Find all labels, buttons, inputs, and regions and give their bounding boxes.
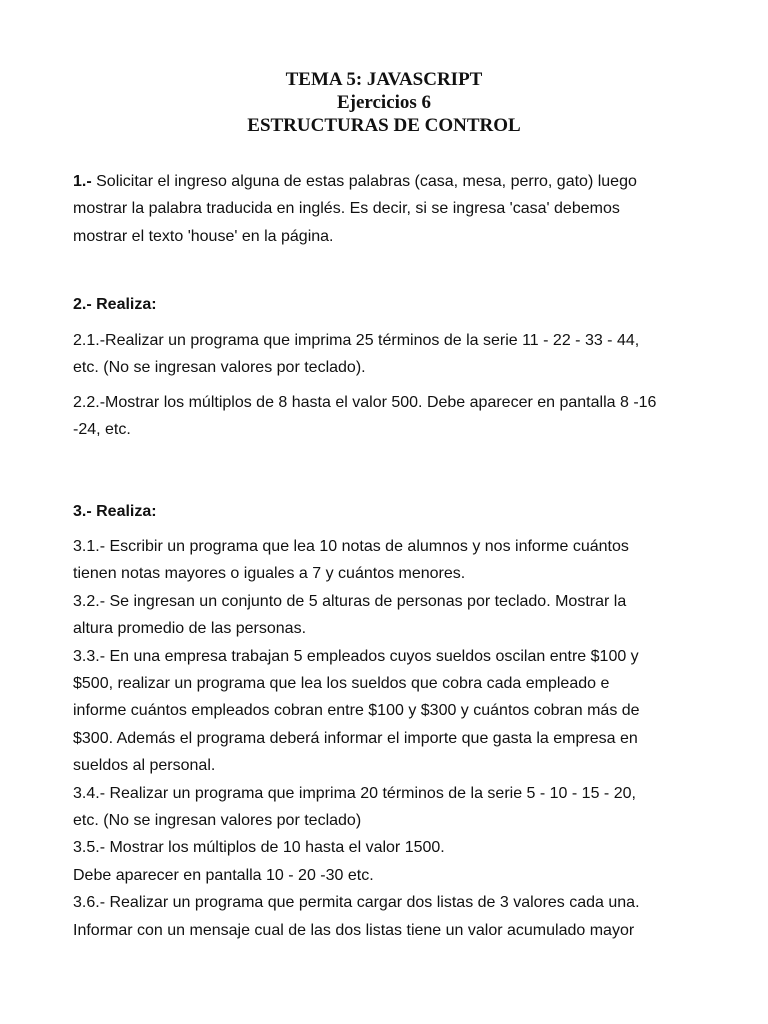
title-exercises: Ejercicios 6 — [336, 92, 432, 113]
exercise-3-line: 3.1.- Escribir un programa que lea 10 notas de alumnos y nos informe cuántos — [73, 538, 629, 555]
exercise-3-line: Informar con un mensaje cual de las dos listas tiene un valor acumulado mayor — [73, 921, 635, 939]
exercise-1 — [73, 168, 703, 250]
exercise-3-line: sueldos al personal. — [73, 757, 216, 775]
exercise-3-line: 3.2.- Se ingresan un conjunto de 5 alturas de personas por teclado. Mostrar la — [73, 592, 627, 610]
title-subject: ESTRUCTURAS DE CONTROL — [247, 115, 521, 136]
exercise-1-text: Solicitar el ingreso alguna de estas palabras (casa, mesa, perro, gato) luego — [91, 173, 637, 190]
exercise-1-number: 1.- — [73, 173, 92, 190]
exercise-2-1-line: etc. (No se ingresan valores por teclado). — [73, 359, 366, 377]
exercise-3-line: $500, realizar un programa que lea los sueldos que cobra cada empleado e — [73, 675, 610, 693]
exercise-2-heading: 2.- Realiza: — [73, 296, 157, 313]
exercise-1-line — [73, 168, 703, 195]
exercise-3-items — [73, 533, 703, 944]
exercise-3-heading: 3.- Realiza: — [73, 503, 157, 520]
exercise-2-2-line: 2.2.-Mostrar los múltiplos de 8 hasta el valor 500. Debe aparecer en pantalla 8 -16 — [73, 394, 657, 411]
exercise-3-line: 3.5.- Mostrar los múltiplos de 10 hasta el valor 1500. — [73, 839, 445, 857]
document-title — [0, 68, 768, 137]
exercise-2-2 — [73, 389, 703, 444]
exercise-3-line: informe cuántos empleados cobran entre $100 y $300 y cuántos cobran más de — [73, 702, 640, 720]
exercise-2-2-line: -24, etc. — [73, 421, 131, 439]
exercise-3-line: $300. Además el programa deberá informar el importe que gasta la empresa en — [73, 729, 638, 747]
title-topic: TEMA 5: JAVASCRIPT — [285, 69, 483, 90]
exercise-1-line: mostrar la palabra traducida en inglés. Es decir, si se ingresa 'casa' debemos — [73, 200, 620, 218]
exercise-3-heading-block — [73, 498, 703, 525]
exercise-3-line: 3.6.- Realizar un programa que permita cargar dos listas de 3 valores cada una. — [73, 894, 640, 912]
exercise-2-1 — [73, 327, 703, 382]
exercise-3-line: tienen notas mayores o iguales a 7 y cuántos menores. — [73, 565, 466, 583]
exercise-2-heading-block — [73, 291, 703, 318]
exercise-3-line: Debe aparecer en pantalla 10 - 20 -30 etc. — [73, 866, 374, 884]
exercise-3-line: etc. (No se ingresan valores por teclado) — [73, 812, 362, 830]
exercise-3-line: 3.3.- En una empresa trabajan 5 empleados cuyos sueldos oscilan entre $100 y — [73, 647, 639, 665]
exercise-3-line: 3.4.- Realizar un programa que imprima 20 términos de la serie 5 - 10 - 15 - 20, — [73, 784, 636, 802]
exercise-3-line: altura promedio de las personas. — [73, 620, 307, 638]
exercise-1-line: mostrar el texto 'house' en la página. — [73, 227, 334, 245]
exercise-2-1-line: 2.1.-Realizar un programa que imprima 25 términos de la serie 11 - 22 - 33 - 44, — [73, 332, 640, 349]
